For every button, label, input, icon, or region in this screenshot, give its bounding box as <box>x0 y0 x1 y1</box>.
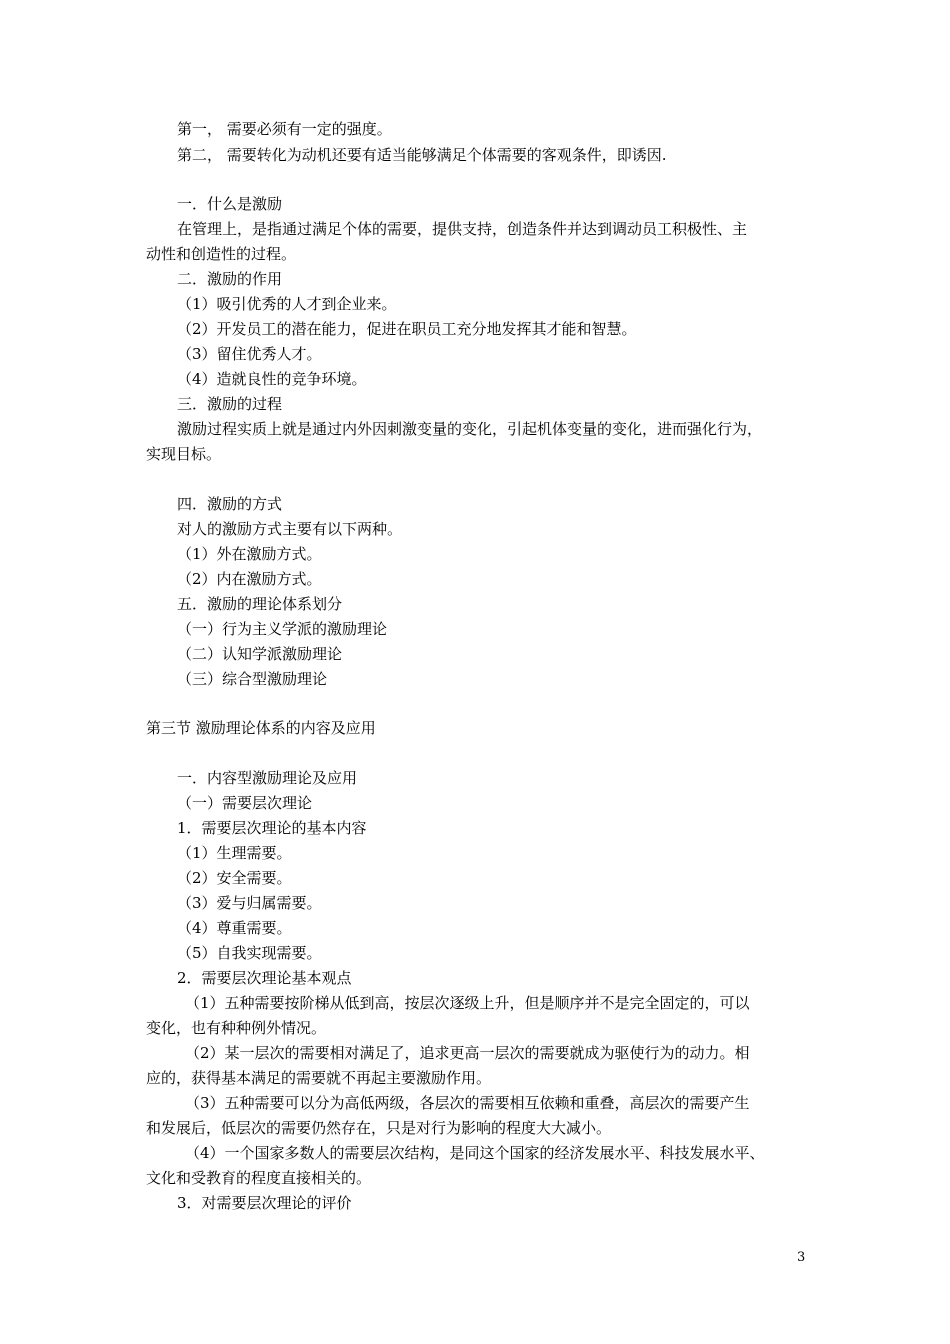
section-heading: 四．激励的方式 <box>177 495 283 513</box>
section-heading: 一．什么是激励 <box>177 195 283 213</box>
text-line: 变化，也有种种例外情况。 <box>146 1019 327 1037</box>
text-line: 应的，获得基本满足的需要就不再起主要激励作用。 <box>146 1069 492 1087</box>
list-item: （1）吸引优秀的人才到企业来。 <box>177 295 397 313</box>
list-item: （3）留住优秀人才。 <box>177 345 322 363</box>
list-item: （4）尊重需要。 <box>177 919 292 937</box>
section-heading: 三．激励的过程 <box>177 395 283 413</box>
list-item: （5）自我实现需要。 <box>177 944 322 962</box>
text-line: 在管理上，是指通过满足个体的需要，提供支持，创造条件并达到调动员工积极性、主 <box>177 220 748 238</box>
chapter-section-title: 第三节 激励理论体系的内容及应用 <box>146 719 376 737</box>
text-line: （1）五种需要按阶梯从低到高，按层次逐级上升，但是顺序并不是完全固定的，可以 <box>185 994 750 1012</box>
text-line: 动性和创造性的过程。 <box>146 245 297 263</box>
section-heading: 二．激励的作用 <box>177 270 283 288</box>
text-line: 激励过程实质上就是通过内外因刺激变量的变化，引起机体变量的变化，进而强化行为， <box>177 420 763 438</box>
list-item: （1）生理需要。 <box>177 844 292 862</box>
section-heading: 一．内容型激励理论及应用 <box>177 769 358 787</box>
text-line: 对人的激励方式主要有以下两种。 <box>177 520 403 538</box>
list-item: （2）安全需要。 <box>177 869 292 887</box>
list-item: （二）认知学派激励理论 <box>177 645 343 663</box>
page-number: 3 <box>797 1250 806 1265</box>
subsection-heading: 3．对需要层次理论的评价 <box>177 1194 352 1212</box>
text-line: 第一， 需要必须有一定的强度。 <box>177 120 392 138</box>
list-item: （2）内在激励方式。 <box>177 570 322 588</box>
list-item: （1）外在激励方式。 <box>177 545 322 563</box>
text-line: 第二， 需要转化为动机还要有适当能够满足个体需要的客观条件，即诱因. <box>177 146 667 164</box>
list-item: （2）开发员工的潜在能力，促进在职员工充分地发挥其才能和智慧。 <box>177 320 637 338</box>
list-item: （3）爱与归属需要。 <box>177 894 322 912</box>
text-line: 文化和受教育的程度直接相关的。 <box>146 1169 372 1187</box>
text-line: （4）一个国家多数人的需要层次结构，是同这个国家的经济发展水平、科技发展水平、 <box>185 1144 765 1162</box>
text-line: （3）五种需要可以分为高低两级，各层次的需要相互依赖和重叠，高层次的需要产生 <box>185 1094 750 1112</box>
subsection-heading: 2．需要层次理论基本观点 <box>177 969 352 987</box>
subsection-heading: （一）需要层次理论 <box>177 794 313 812</box>
text-line: 和发展后，低层次的需要仍然存在，只是对行为影响的程度大大减小。 <box>146 1119 612 1137</box>
text-line: 实现目标。 <box>146 445 222 463</box>
text-line: （2）某一层次的需要相对满足了，追求更高一层次的需要就成为驱使行为的动力。相 <box>185 1044 750 1062</box>
list-item: （4）造就良性的竞争环境。 <box>177 370 367 388</box>
subsection-heading: 1．需要层次理论的基本内容 <box>177 819 367 837</box>
section-heading: 五．激励的理论体系划分 <box>177 595 343 613</box>
list-item: （三）综合型激励理论 <box>177 670 328 688</box>
list-item: （一）行为主义学派的激励理论 <box>177 620 388 638</box>
